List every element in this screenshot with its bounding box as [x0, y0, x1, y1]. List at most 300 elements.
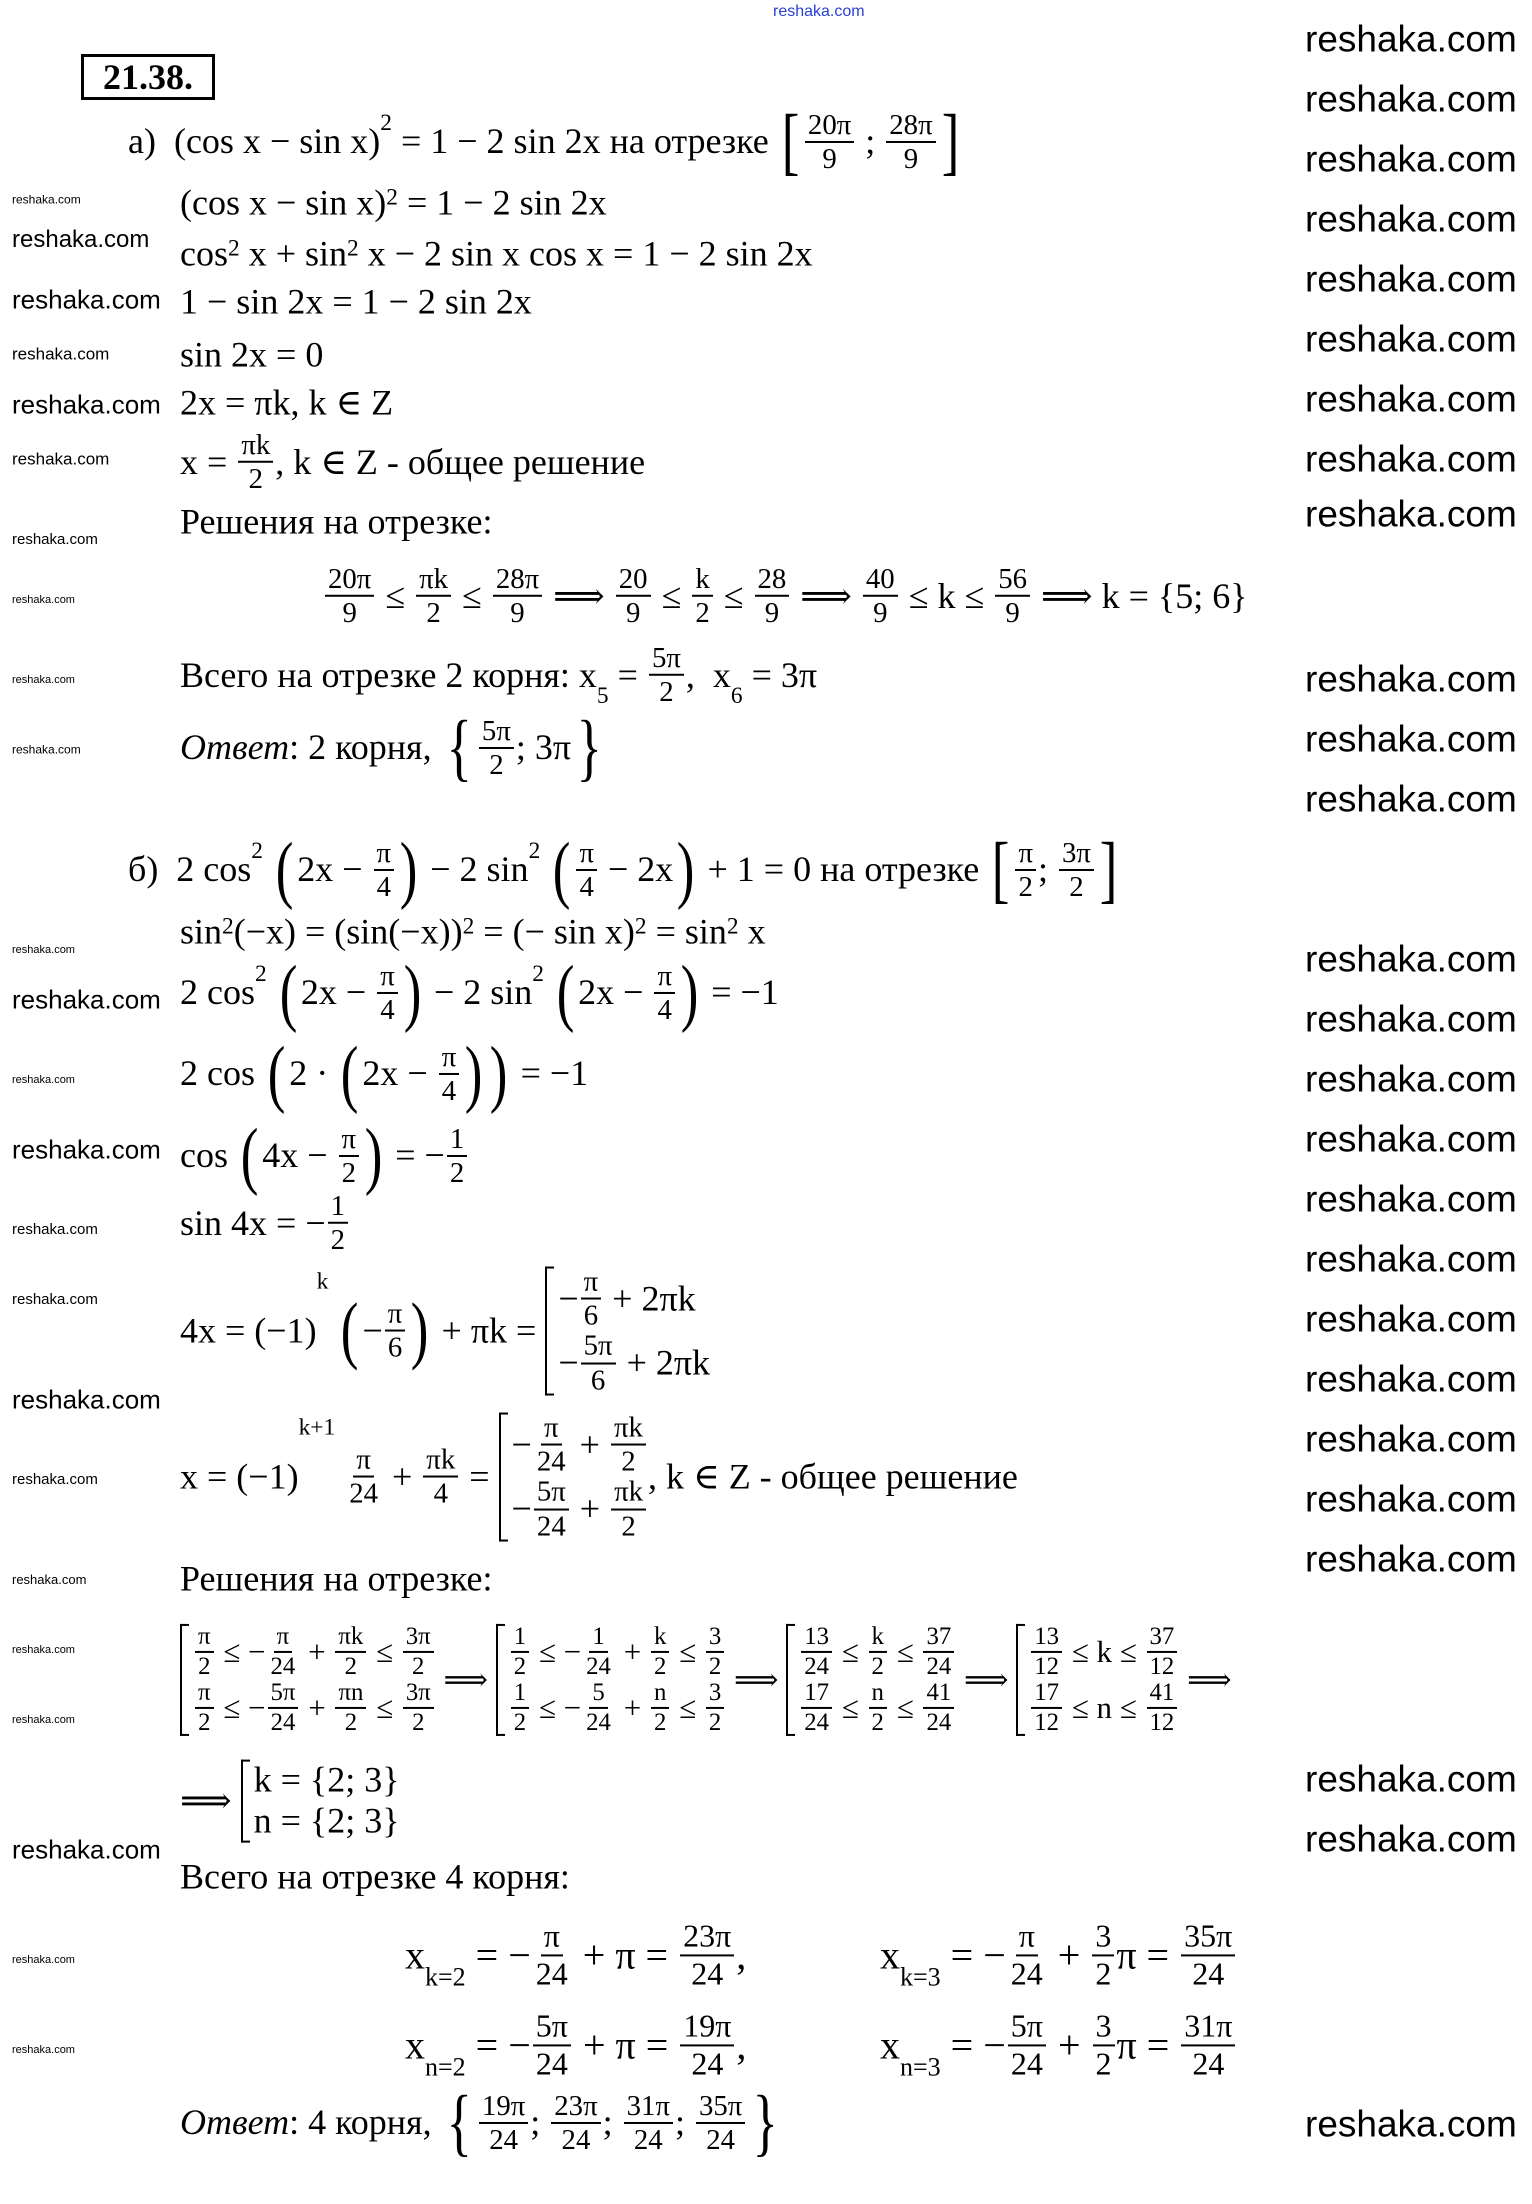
numerator: π	[195, 1624, 214, 1653]
watermark: reshaka.com	[12, 673, 75, 686]
math-text: = −	[465, 1932, 531, 1977]
fraction	[805, 110, 854, 174]
fraction	[654, 961, 675, 1025]
fraction	[328, 1191, 348, 1255]
numerator: 5	[589, 1680, 607, 1709]
denominator: 2	[198, 1652, 211, 1680]
denominator: 24	[349, 1478, 378, 1510]
general-solution	[180, 430, 645, 494]
set-row	[193, 1680, 436, 1736]
denominator: 9	[342, 597, 357, 629]
fraction	[923, 1680, 954, 1736]
numerator: 5π	[1008, 2009, 1046, 2046]
watermark: reshaka.com	[1305, 378, 1517, 420]
denominator: 4	[579, 871, 594, 903]
set-row	[512, 1413, 649, 1477]
equation-set	[786, 1624, 956, 1736]
delimiter: {	[446, 705, 472, 789]
math-text: ,	[736, 2022, 747, 2067]
numerator: 1	[511, 1680, 529, 1709]
math-text: x	[880, 2022, 900, 2067]
fraction	[268, 1624, 299, 1680]
delimiter: (	[275, 827, 294, 911]
numerator: 13	[1031, 1624, 1062, 1653]
denominator: 4	[376, 871, 391, 903]
delimiter: )	[364, 1113, 383, 1197]
watermark: reshaka.com	[1305, 658, 1517, 700]
watermark: reshaka.com	[12, 984, 161, 1015]
delimiter: )	[399, 827, 418, 911]
math-text: − 2 sin	[424, 972, 533, 1013]
math-text	[267, 972, 276, 1013]
watermark: reshaka.com	[12, 593, 75, 606]
numerator: π	[541, 1919, 563, 1956]
watermark: reshaka.com	[12, 389, 161, 420]
fraction	[995, 564, 1030, 628]
watermark: reshaka.com	[773, 3, 865, 21]
math-text: ;	[1038, 849, 1058, 890]
watermark: reshaka.com	[1305, 493, 1517, 535]
numerator: 28π	[493, 564, 542, 597]
denominator: 2	[653, 1709, 667, 1737]
watermark: reshaka.com	[1305, 318, 1517, 360]
math-text: = −	[465, 2022, 531, 2067]
answer-label: Ответ	[180, 2102, 290, 2143]
denominator: 2	[1018, 871, 1033, 903]
math-text: ≤	[376, 575, 415, 616]
delimiter: )	[490, 1031, 508, 1115]
denominator: 9	[873, 597, 888, 629]
watermark: reshaka.com	[12, 344, 110, 364]
fraction	[706, 1680, 724, 1736]
math-text: +	[615, 1690, 649, 1726]
delimiter: (	[340, 1031, 359, 1115]
numerator: 28	[755, 564, 790, 597]
watermark: reshaka.com	[1305, 18, 1517, 60]
numerator: π	[195, 1680, 214, 1709]
denominator: 12	[1149, 1709, 1175, 1737]
fraction	[439, 1042, 460, 1106]
fraction	[1147, 1624, 1178, 1680]
superscript: 2	[222, 913, 234, 940]
math-line	[180, 233, 813, 274]
watermark: reshaka.com	[12, 530, 98, 548]
denominator: 24	[691, 1955, 724, 1991]
denominator: 12	[1034, 1652, 1059, 1680]
numerator: 5π	[649, 643, 684, 676]
numerator: 23π	[680, 1919, 734, 1956]
subscript: n=3	[900, 2052, 941, 2082]
math-text: = 3π	[742, 654, 818, 695]
fraction	[511, 1680, 529, 1736]
fraction	[533, 1919, 571, 1990]
numerator: 40	[863, 564, 898, 597]
denominator: 2	[1095, 2045, 1112, 2081]
part-a-statement	[128, 99, 963, 183]
watermark: reshaka.com	[1305, 778, 1517, 820]
fraction	[238, 430, 273, 494]
fraction	[755, 564, 790, 628]
math-text: ,	[736, 1932, 747, 1977]
math-text: − 2 sin	[421, 849, 529, 890]
set-row	[799, 1624, 956, 1680]
denominator: 2	[695, 597, 710, 629]
denominator: 24	[706, 2124, 736, 2156]
fraction	[551, 2091, 600, 2155]
fraction	[268, 1680, 299, 1736]
inequality-system	[180, 1624, 1232, 1736]
fraction	[696, 2091, 745, 2155]
math-text: = −	[940, 2022, 1006, 2067]
section-heading	[180, 501, 492, 542]
math-text: ⟹	[956, 1662, 1017, 1698]
watermark: reshaka.com	[1305, 1298, 1517, 1340]
denominator: 2	[344, 1709, 358, 1737]
math-text: ≤	[714, 575, 753, 616]
math-text: ≤ −	[531, 1634, 582, 1670]
denominator: 4	[657, 994, 672, 1026]
denominator: 2	[513, 1709, 527, 1737]
denominator: 2	[659, 676, 674, 708]
watermark: reshaka.com	[1305, 1058, 1517, 1100]
fraction	[886, 110, 935, 174]
fraction	[479, 2091, 528, 2155]
denominator: 4	[433, 1478, 448, 1510]
numerator: 35π	[696, 2091, 745, 2124]
fraction	[706, 1624, 724, 1680]
delimiter: )	[465, 1031, 483, 1115]
delimiter: (	[553, 827, 571, 911]
watermark: reshaka.com	[12, 1643, 75, 1656]
denominator: 9	[822, 143, 837, 175]
math-text: +	[570, 1424, 609, 1465]
fraction	[863, 564, 898, 628]
math-text: = −1	[702, 972, 779, 1013]
numerator: 37	[923, 1624, 954, 1653]
set-row	[558, 1267, 710, 1331]
math-text: , k ∈ Z - общее решение	[275, 441, 646, 482]
denominator: 24	[535, 1955, 568, 1991]
math-text: 4x −	[262, 1135, 337, 1176]
set-row	[1029, 1680, 1179, 1736]
fraction	[801, 1680, 832, 1736]
denominator: 24	[804, 1652, 830, 1680]
math-text: ≤	[652, 575, 691, 616]
math-text: x = (−1)	[180, 1456, 299, 1497]
fraction	[651, 1680, 669, 1736]
denominator: 2	[341, 1157, 356, 1189]
math-text: ≤ −	[215, 1634, 266, 1670]
denominator: 24	[586, 1709, 611, 1737]
numerator: 20	[616, 564, 651, 597]
denominator: 2	[198, 1709, 211, 1737]
watermark: reshaka.com	[12, 225, 150, 253]
math-line	[180, 1191, 350, 1255]
math-text: ≤ −	[215, 1690, 266, 1726]
denominator: 2	[1095, 1955, 1112, 1991]
problem-number: 21.38.	[81, 54, 215, 100]
root-n2	[405, 2009, 746, 2080]
math-line	[180, 1031, 589, 1115]
fraction	[416, 564, 451, 628]
set-row	[193, 1624, 436, 1680]
equation-set	[1016, 1624, 1179, 1736]
math-line	[180, 182, 607, 223]
denominator: 24	[536, 1510, 566, 1543]
math-text: x + sin	[239, 233, 348, 274]
superscript: 2	[255, 960, 267, 987]
numerator: 37	[1147, 1624, 1178, 1653]
watermark: reshaka.com	[1305, 258, 1517, 300]
math-text: x	[405, 2022, 425, 2067]
fraction	[680, 2009, 734, 2080]
set-rows	[558, 1267, 710, 1396]
math-text: ⟹	[1179, 1662, 1232, 1698]
watermark: reshaka.com	[12, 1953, 75, 1966]
numerator: 17	[801, 1680, 832, 1709]
superscript: 2	[228, 235, 240, 262]
math-text: ≤	[671, 1690, 704, 1726]
denominator: 2	[1069, 871, 1084, 903]
numerator: n	[651, 1680, 669, 1709]
fraction	[534, 1477, 569, 1541]
watermark: reshaka.com	[12, 192, 81, 207]
fraction	[1008, 1919, 1046, 1990]
math-line	[180, 382, 393, 423]
fraction	[374, 838, 395, 902]
set-rows	[509, 1624, 727, 1736]
denominator: 9	[764, 597, 780, 629]
root-k3	[880, 1919, 1237, 1990]
numerator: 41	[923, 1680, 954, 1709]
watermark: reshaka.com	[12, 1384, 161, 1415]
watermark: reshaka.com	[1305, 1358, 1517, 1400]
denominator: 24	[270, 1652, 296, 1680]
fraction	[195, 1624, 214, 1680]
watermark: reshaka.com	[1305, 1758, 1517, 1800]
math-text: x	[405, 1932, 425, 1977]
fraction	[680, 1919, 734, 1990]
fraction	[377, 961, 398, 1025]
math-text: 2x −	[362, 1053, 437, 1094]
numerator: 56	[995, 564, 1030, 597]
denominator: 24	[489, 2124, 518, 2156]
denominator: 24	[633, 2124, 663, 2156]
denominator: 24	[691, 2045, 724, 2081]
watermark: reshaka.com	[12, 1713, 75, 1726]
math-text: −	[558, 1278, 579, 1319]
math-text: +	[1047, 2022, 1091, 2067]
watermark: reshaka.com	[12, 284, 161, 315]
numerator: 28π	[886, 110, 935, 143]
math-text: = (− sin x)	[474, 911, 635, 952]
inequality-chain	[323, 564, 1248, 628]
fraction	[651, 1624, 669, 1680]
numerator: k	[692, 564, 712, 597]
fraction	[581, 1267, 602, 1331]
math-text: π =	[1116, 2022, 1180, 2067]
subscript: k=3	[900, 1962, 941, 1992]
math-text: 2 cos	[180, 972, 255, 1013]
fraction	[1147, 1680, 1178, 1736]
delimiter: )	[403, 950, 422, 1034]
numerator: 31π	[1181, 2009, 1235, 2046]
watermark: reshaka.com	[12, 1571, 87, 1587]
general-solution	[180, 1413, 1018, 1542]
set-bracket	[499, 1413, 508, 1542]
math-text: (−x) = (sin(−x))	[233, 911, 463, 952]
math-text: x =	[180, 441, 237, 482]
denominator: 24	[1192, 1955, 1225, 1991]
superscript: 2	[532, 960, 544, 987]
math-text: + 1 = 0 на отрезке	[698, 849, 989, 890]
fraction	[611, 1477, 646, 1541]
denominator: 2	[330, 1224, 346, 1256]
math-line	[180, 950, 779, 1034]
denominator: 2	[621, 1510, 636, 1543]
math-text: ≤	[888, 1690, 922, 1726]
root-k2	[405, 1919, 746, 1990]
math-text: Решения на отрезке:	[180, 1558, 493, 1599]
watermark: reshaka.com	[1305, 138, 1517, 180]
numerator: 20π	[325, 564, 374, 597]
math-text: Всего на отрезке 4 корня:	[180, 1856, 570, 1897]
numerator: 1	[328, 1191, 348, 1224]
delimiter: }	[752, 2080, 779, 2164]
fraction	[335, 1624, 366, 1680]
math-text: Решения на отрезке:	[180, 501, 493, 542]
set-rows	[193, 1624, 436, 1736]
numerator: πk	[611, 1413, 646, 1446]
math-text: −	[511, 1488, 532, 1529]
numerator: 35π	[1181, 1919, 1235, 1956]
k-n-values	[180, 1760, 399, 1843]
denominator: 2	[489, 749, 504, 781]
set-bracket	[1016, 1624, 1025, 1736]
numerator: 3	[1092, 1919, 1114, 1956]
numerator: 3π	[1059, 838, 1094, 871]
superscript: 2	[380, 109, 392, 136]
denominator: 9	[1005, 597, 1020, 629]
denominator: 2	[653, 1652, 667, 1680]
fraction	[423, 1445, 458, 1509]
numerator: 5π	[534, 1477, 569, 1510]
superscript: 2	[462, 913, 475, 940]
math-text: ⟹	[180, 1780, 241, 1821]
fraction	[1092, 1919, 1114, 1990]
set-rows	[1029, 1624, 1179, 1736]
math-text: ⟹	[726, 1662, 787, 1698]
fraction	[479, 716, 514, 780]
set-row	[509, 1680, 727, 1736]
fraction	[511, 1624, 529, 1680]
numerator: π	[339, 1124, 360, 1157]
math-text: 2 cos	[180, 1053, 264, 1094]
math-text: 4x = (−1)	[180, 1310, 317, 1351]
numerator: 31π	[624, 2091, 673, 2124]
set-rows	[799, 1624, 956, 1736]
math-text: n = {2; 3}	[253, 1801, 400, 1841]
math-text: ≤ k ≤	[1064, 1634, 1145, 1670]
math-text: ≤	[453, 575, 491, 616]
roots-summary	[180, 1856, 570, 1897]
superscript: 2	[528, 837, 541, 864]
math-text: , k ∈ Z - общее решение	[648, 1456, 1018, 1497]
math-text: ≤	[834, 1634, 867, 1670]
answer-b	[180, 2080, 784, 2164]
math-text: (cos x − sin x)	[180, 182, 387, 223]
watermark: reshaka.com	[1305, 938, 1517, 980]
numerator: 3π	[403, 1680, 434, 1709]
numerator: πn	[335, 1680, 366, 1709]
numerator: n	[869, 1680, 887, 1709]
math-text: = −1	[511, 1053, 589, 1094]
delimiter: )	[677, 827, 695, 911]
math-text: ≤	[368, 1634, 401, 1670]
numerator: k	[651, 1624, 669, 1653]
fraction	[1031, 1624, 1062, 1680]
watermark: reshaka.com	[12, 1290, 98, 1308]
denominator: 2	[449, 1157, 465, 1189]
fraction	[493, 564, 542, 628]
delimiter: ]	[941, 99, 960, 183]
math-text: + πk =	[432, 1310, 546, 1351]
math-text: +	[382, 1456, 422, 1497]
math-text	[540, 849, 549, 890]
numerator: π	[353, 1445, 374, 1478]
delimiter: [	[781, 99, 800, 183]
fraction	[611, 1413, 646, 1477]
fraction	[534, 1413, 569, 1477]
delimiter: (	[279, 950, 298, 1034]
fraction	[692, 564, 712, 628]
set-row	[254, 1801, 400, 1842]
equation-set	[499, 1413, 649, 1542]
fraction	[581, 1331, 616, 1395]
math-text: ≤ −	[531, 1690, 582, 1726]
numerator: 3	[1093, 2009, 1115, 2046]
math-text: ≤ k ≤	[899, 575, 994, 616]
answer-label: Ответ	[180, 727, 290, 768]
fraction	[576, 838, 597, 902]
numerator: 3π	[403, 1624, 434, 1653]
set-row	[509, 1624, 727, 1680]
denominator: 24	[1192, 2045, 1225, 2081]
watermark: reshaka.com	[1305, 718, 1517, 760]
math-text: 2x −	[300, 972, 376, 1013]
denominator: 2	[412, 1652, 425, 1680]
math-text: 2x = πk, k ∈ Z	[180, 382, 394, 423]
math-text: а) (cos x − sin x)	[128, 121, 381, 162]
delimiter: (	[240, 1113, 259, 1197]
denominator: 24	[561, 2124, 591, 2156]
math-text: 1 − sin 2x = 1 − 2 sin 2x	[180, 281, 532, 322]
watermark: reshaka.com	[1305, 998, 1517, 1040]
math-text	[544, 972, 553, 1013]
math-text: ≤ n ≤	[1064, 1690, 1145, 1726]
numerator: π	[377, 961, 398, 994]
equation-set	[241, 1760, 400, 1843]
set-row	[799, 1680, 956, 1736]
set-row	[254, 1760, 400, 1801]
denominator: 2	[871, 1652, 884, 1680]
math-text: − 2x	[599, 849, 674, 890]
math-text: +	[300, 1634, 334, 1670]
denominator: 24	[586, 1652, 611, 1680]
numerator: k	[869, 1624, 887, 1653]
watermark: reshaka.com	[12, 1470, 98, 1488]
math-text: −	[511, 1424, 532, 1465]
